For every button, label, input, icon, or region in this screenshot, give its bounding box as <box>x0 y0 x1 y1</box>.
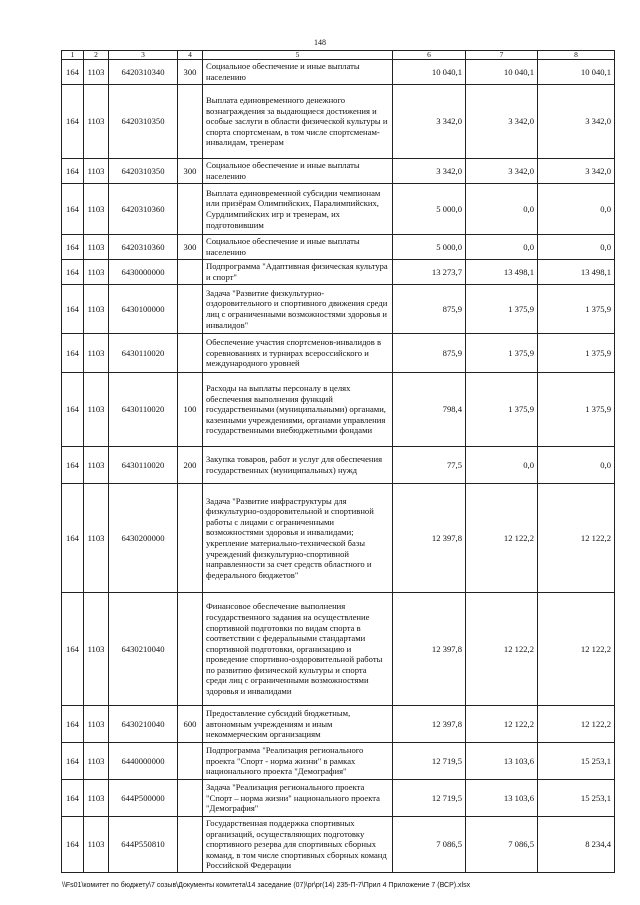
ministry-code: 164 <box>62 235 84 260</box>
item-name: Задача "Развитие инфраструктуры для физкультурно-оздоровительной и спортивной работы с лицами с ограниченными возможностями здоровья и инвалидами; укрепление материально-технической базы учреждений физкультурно-спортивной направленности за счет средств областного и федерального бюджетов" <box>203 484 393 593</box>
section-code: 1103 <box>84 159 109 184</box>
target-article-code: 6420310340 <box>109 60 178 85</box>
amount-col8: 8 234,4 <box>538 817 615 873</box>
amount-col6: 798,4 <box>393 373 466 447</box>
expense-type-code <box>178 817 203 873</box>
amount-col6: 875,9 <box>393 285 466 334</box>
amount-col7: 3 342,0 <box>466 159 538 184</box>
expense-type-code <box>178 484 203 593</box>
target-article-code: 644P550810 <box>109 817 178 873</box>
ministry-code: 164 <box>62 85 84 159</box>
section-code: 1103 <box>84 184 109 235</box>
table-row <box>62 743 615 780</box>
table-row <box>62 159 615 184</box>
page-number: 148 <box>314 38 326 47</box>
target-article-code: 6430000000 <box>109 260 178 285</box>
item-name: Финансовое обеспечение выполнения государственного задания на осуществление спортивной подготовки по видам спорта в соответствии с федеральными стандартами спортивной подготовки, организацию и проведение спортивно-оздоровительной работы по развитию физической культуры и спорта среди лиц с ограниченными возможностями здоровья и инвалидами <box>203 593 393 706</box>
amount-col6: 5 000,0 <box>393 184 466 235</box>
ministry-code: 164 <box>62 159 84 184</box>
section-code: 1103 <box>84 484 109 593</box>
target-article-code: 6430100000 <box>109 285 178 334</box>
amount-col6: 12 397,8 <box>393 706 466 743</box>
column-number: 8 <box>538 51 615 60</box>
table-row <box>62 60 615 85</box>
table-row <box>62 184 615 235</box>
item-name: Выплата единовременного денежного вознаграждения за выдающиеся достижения и особые заслуги в области физической культуры и спорта спортсменам, в том числе спортсменам-инвалидам, тренерам <box>203 85 393 159</box>
table-row <box>62 285 615 334</box>
amount-col7: 1 375,9 <box>466 373 538 447</box>
target-article-code: 6430110020 <box>109 334 178 373</box>
expense-type-code: 300 <box>178 159 203 184</box>
table-row <box>62 484 615 593</box>
table-row <box>62 593 615 706</box>
ministry-code: 164 <box>62 780 84 817</box>
amount-col7: 13 103,6 <box>466 780 538 817</box>
column-number: 4 <box>178 51 203 60</box>
target-article-code: 6420310360 <box>109 184 178 235</box>
section-code: 1103 <box>84 780 109 817</box>
amount-col6: 12 719,5 <box>393 780 466 817</box>
amount-col7: 3 342,0 <box>466 85 538 159</box>
item-name: Подпрограмма "Адаптивная физическая культура и спорт" <box>203 260 393 285</box>
section-code: 1103 <box>84 373 109 447</box>
item-name: Социальное обеспечение и иные выплаты населению <box>203 235 393 260</box>
column-number: 1 <box>62 51 84 60</box>
target-article-code: 6430210040 <box>109 593 178 706</box>
column-number-row <box>62 51 615 60</box>
target-article-code: 6430110020 <box>109 373 178 447</box>
expense-type-code: 300 <box>178 60 203 85</box>
column-number: 3 <box>109 51 178 60</box>
amount-col7: 13 103,6 <box>466 743 538 780</box>
section-code: 1103 <box>84 334 109 373</box>
ministry-code: 164 <box>62 60 84 85</box>
ministry-code: 164 <box>62 706 84 743</box>
amount-col7: 12 122,2 <box>466 593 538 706</box>
ministry-code: 164 <box>62 285 84 334</box>
amount-col8: 1 375,9 <box>538 334 615 373</box>
amount-col7: 12 122,2 <box>466 484 538 593</box>
item-name: Задача "Реализация регионального проекта "Спорт – норма жизни" национального проекта "Демография" <box>203 780 393 817</box>
amount-col6: 12 397,8 <box>393 593 466 706</box>
expense-type-code <box>178 85 203 159</box>
budget-table <box>61 50 615 873</box>
amount-col6: 12 719,5 <box>393 743 466 780</box>
ministry-code: 164 <box>62 593 84 706</box>
ministry-code: 164 <box>62 260 84 285</box>
amount-col8: 12 122,2 <box>538 484 615 593</box>
item-name: Предоставление субсидий бюджетным, автономным учреждениям и иным некоммерческим организациям <box>203 706 393 743</box>
column-number: 2 <box>84 51 109 60</box>
amount-col8: 0,0 <box>538 235 615 260</box>
file-path-footer: \\Fs01\комитет по бюджету\7 созыв\Документы комитета\14 заседание (07)\pr\pr(14) 235-П-7\Прил 4 Приложение 7 (ВСР).xlsx <box>62 882 471 889</box>
column-number: 5 <box>203 51 393 60</box>
section-code: 1103 <box>84 285 109 334</box>
amount-col7: 10 040,1 <box>466 60 538 85</box>
target-article-code: 6430210040 <box>109 706 178 743</box>
expense-type-code <box>178 743 203 780</box>
amount-col7: 0,0 <box>466 184 538 235</box>
amount-col7: 12 122,2 <box>466 706 538 743</box>
expense-type-code: 100 <box>178 373 203 447</box>
table-row <box>62 334 615 373</box>
amount-col8: 3 342,0 <box>538 85 615 159</box>
amount-col8: 1 375,9 <box>538 373 615 447</box>
expense-type-code <box>178 780 203 817</box>
section-code: 1103 <box>84 235 109 260</box>
section-code: 1103 <box>84 706 109 743</box>
amount-col8: 13 498,1 <box>538 260 615 285</box>
amount-col8: 12 122,2 <box>538 593 615 706</box>
amount-col8: 0,0 <box>538 447 615 484</box>
amount-col6: 5 000,0 <box>393 235 466 260</box>
amount-col6: 77,5 <box>393 447 466 484</box>
item-name: Закупка товаров, работ и услуг для обеспечения государственных (муниципальных) нужд <box>203 447 393 484</box>
amount-col6: 12 397,8 <box>393 484 466 593</box>
amount-col8: 12 122,2 <box>538 706 615 743</box>
ministry-code: 164 <box>62 484 84 593</box>
item-name: Выплата единовременной субсидии чемпионам или призёрам Олимпийских, Паралимпийских, Сурдлимпийских игр и тренерам, их подготовившим <box>203 184 393 235</box>
item-name: Социальное обеспечение и иные выплаты населению <box>203 60 393 85</box>
amount-col6: 875,9 <box>393 334 466 373</box>
expense-type-code: 300 <box>178 235 203 260</box>
section-code: 1103 <box>84 447 109 484</box>
table-row <box>62 817 615 873</box>
amount-col8: 0,0 <box>538 184 615 235</box>
amount-col8: 3 342,0 <box>538 159 615 184</box>
amount-col8: 15 253,1 <box>538 743 615 780</box>
section-code: 1103 <box>84 743 109 780</box>
section-code: 1103 <box>84 817 109 873</box>
item-name: Расходы на выплаты персоналу в целях обеспечения выполнения функций государственными (муниципальными) органами, казенными учреждениями, органами управления государственными внебюджетными фондами <box>203 373 393 447</box>
target-article-code: 6430110020 <box>109 447 178 484</box>
section-code: 1103 <box>84 60 109 85</box>
item-name: Социальное обеспечение и иные выплаты населению <box>203 159 393 184</box>
amount-col7: 0,0 <box>466 447 538 484</box>
expense-type-code: 200 <box>178 447 203 484</box>
table-row <box>62 85 615 159</box>
item-name: Обеспечение участия спортсменов-инвалидов в соревнованиях и турнирах всероссийского и международного уровней <box>203 334 393 373</box>
amount-col7: 1 375,9 <box>466 334 538 373</box>
target-article-code: 6420310350 <box>109 159 178 184</box>
target-article-code: 6420310360 <box>109 235 178 260</box>
column-number: 7 <box>466 51 538 60</box>
amount-col6: 3 342,0 <box>393 159 466 184</box>
ministry-code: 164 <box>62 334 84 373</box>
amount-col7: 1 375,9 <box>466 285 538 334</box>
target-article-code: 6420310350 <box>109 85 178 159</box>
table-row <box>62 706 615 743</box>
expense-type-code <box>178 260 203 285</box>
amount-col7: 7 086,5 <box>466 817 538 873</box>
amount-col6: 3 342,0 <box>393 85 466 159</box>
table-row <box>62 447 615 484</box>
section-code: 1103 <box>84 85 109 159</box>
item-name: Подпрограмма "Реализация регионального проекта "Спорт - норма жизни" в рамках национального проекта "Демография" <box>203 743 393 780</box>
amount-col7: 13 498,1 <box>466 260 538 285</box>
expense-type-code <box>178 184 203 235</box>
table-row <box>62 780 615 817</box>
ministry-code: 164 <box>62 447 84 484</box>
section-code: 1103 <box>84 593 109 706</box>
ministry-code: 164 <box>62 184 84 235</box>
expense-type-code <box>178 285 203 334</box>
expense-type-code <box>178 593 203 706</box>
section-code: 1103 <box>84 260 109 285</box>
amount-col7: 0,0 <box>466 235 538 260</box>
column-number: 6 <box>393 51 466 60</box>
amount-col8: 10 040,1 <box>538 60 615 85</box>
item-name: Задача "Развитие физкультурно-оздоровительного и спортивного движения среди лиц с ограниченными возможностями здоровья и инвалидов" <box>203 285 393 334</box>
expense-type-code: 600 <box>178 706 203 743</box>
item-name: Государственная поддержка спортивных организаций, осуществляющих подготовку спортивного резерва для спортивных сборных команд, в том числе спортивных сборных команд Российской Федерации <box>203 817 393 873</box>
table-body <box>62 51 615 873</box>
table-row <box>62 235 615 260</box>
ministry-code: 164 <box>62 817 84 873</box>
table-row <box>62 373 615 447</box>
ministry-code: 164 <box>62 743 84 780</box>
ministry-code: 164 <box>62 373 84 447</box>
amount-col8: 1 375,9 <box>538 285 615 334</box>
target-article-code: 6430200000 <box>109 484 178 593</box>
table-row <box>62 260 615 285</box>
target-article-code: 644P500000 <box>109 780 178 817</box>
expense-type-code <box>178 334 203 373</box>
target-article-code: 6440000000 <box>109 743 178 780</box>
amount-col6: 7 086,5 <box>393 817 466 873</box>
amount-col6: 13 273,7 <box>393 260 466 285</box>
amount-col8: 15 253,1 <box>538 780 615 817</box>
amount-col6: 10 040,1 <box>393 60 466 85</box>
